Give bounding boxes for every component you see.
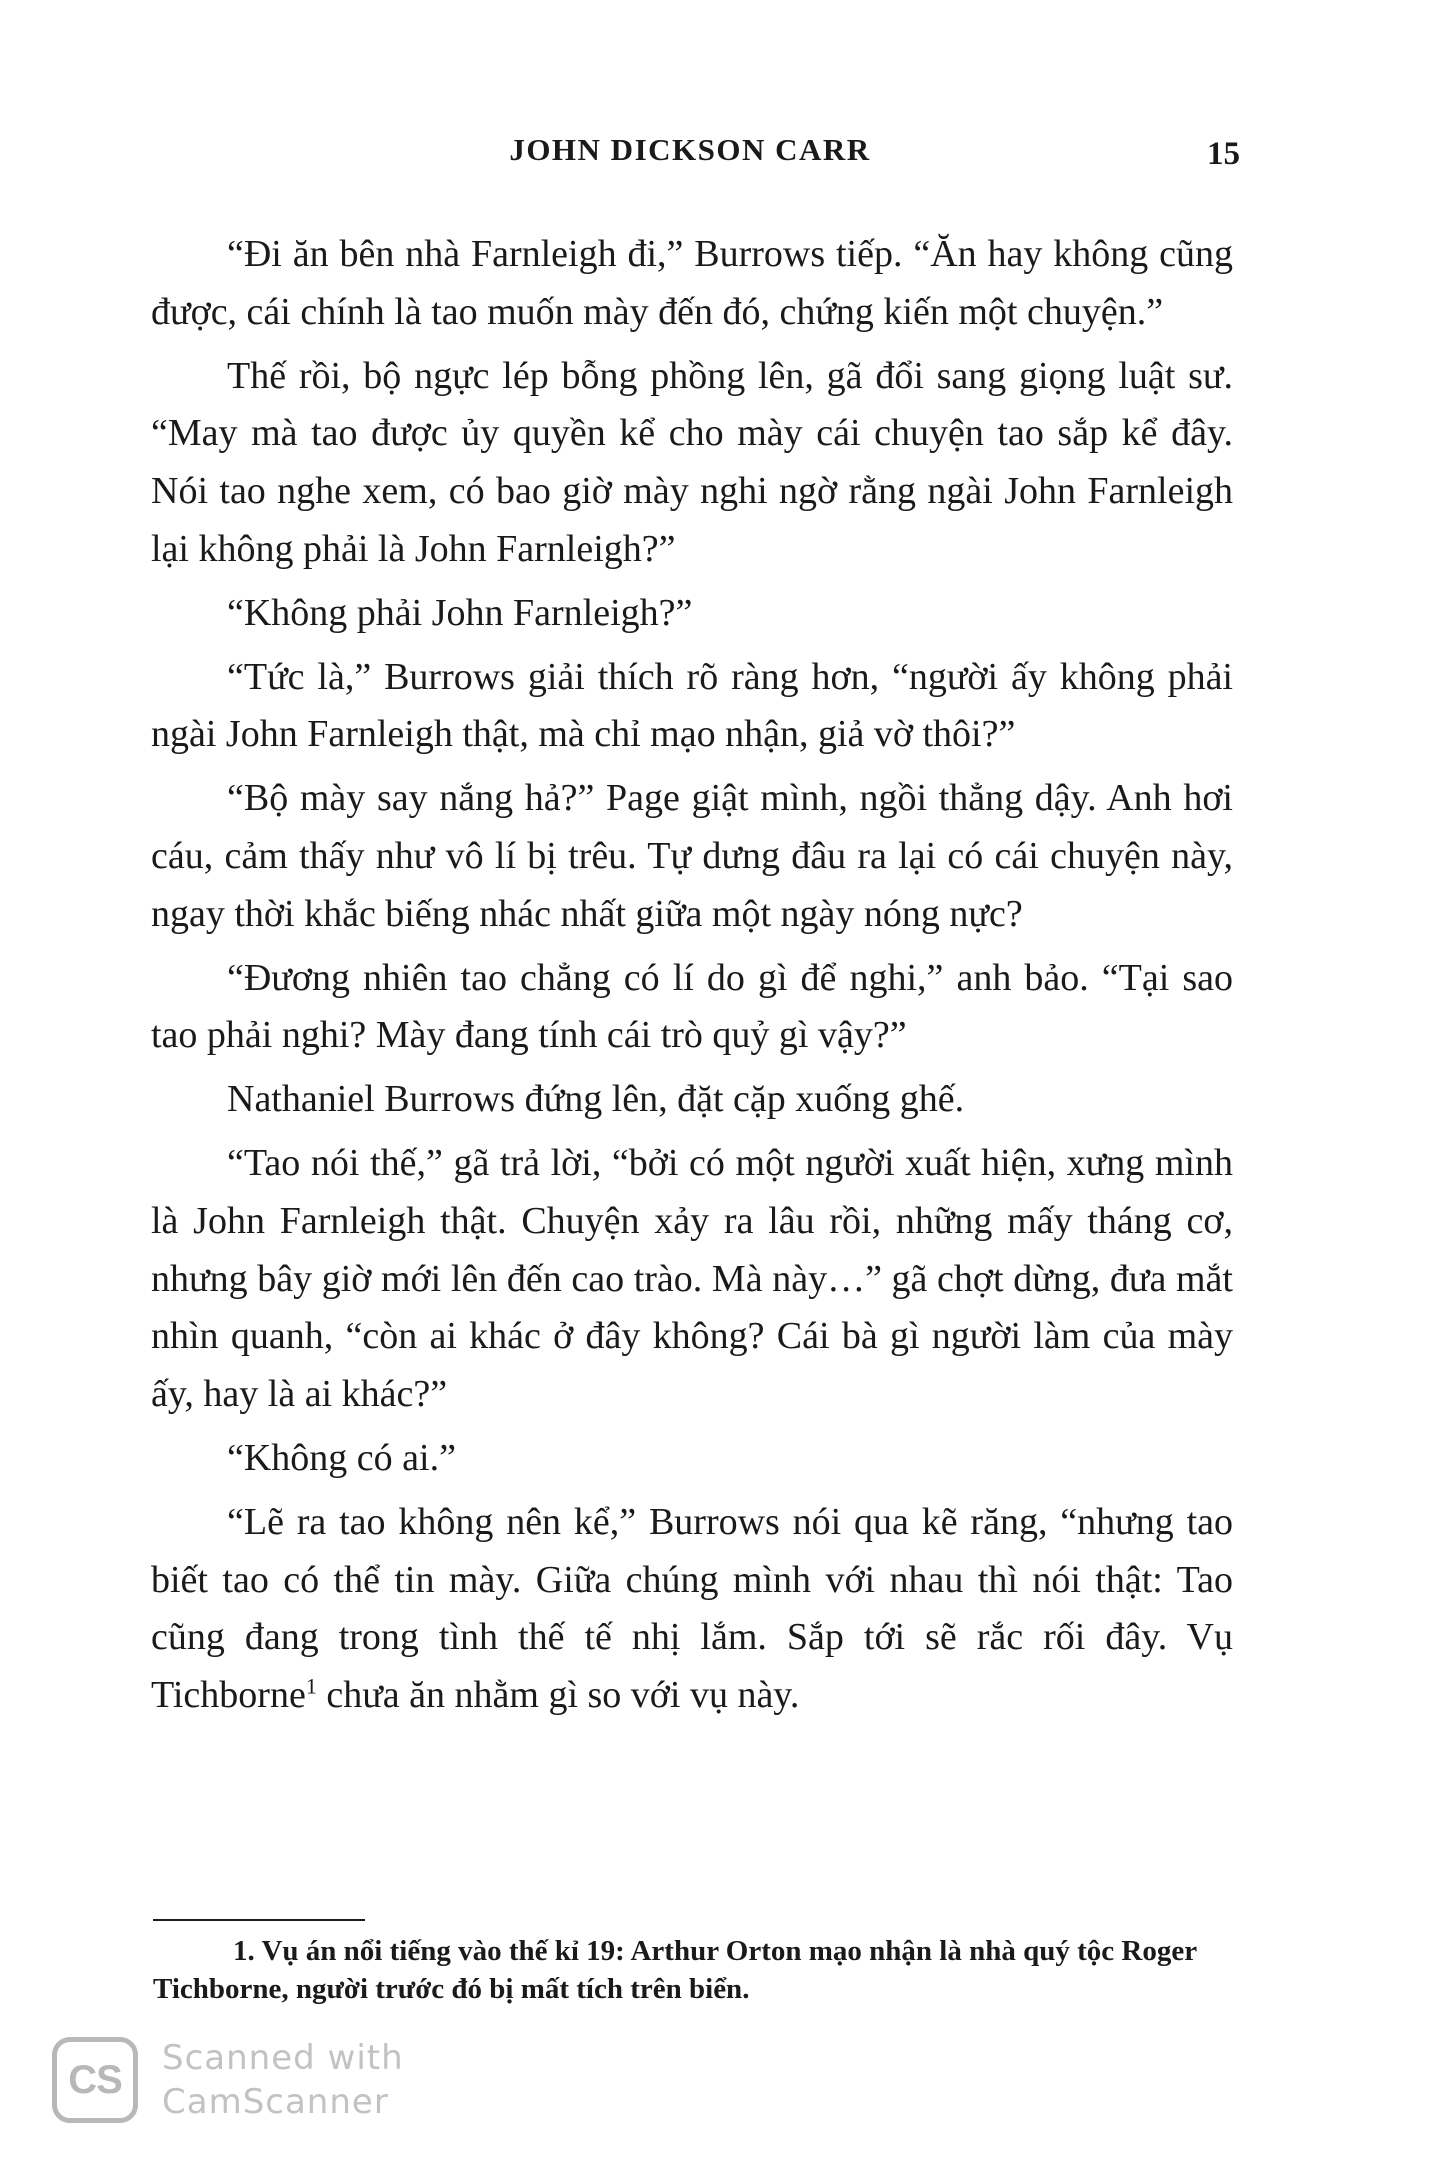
paragraph: Nathaniel Burrows đứng lên, đặt cặp xuống ghế. (227, 1078, 965, 1121)
footnote-divider (153, 1919, 365, 1921)
watermark-line: CamScanner (162, 2082, 389, 2122)
header-author: JOHN DICKSON CARR (509, 132, 871, 167)
camscanner-watermark (52, 2034, 404, 2126)
paragraph: Thế rồi, bộ ngực lép bỗng phồng lên, gã đổi sang giọng luật sư. “May mà tao được ủy quyền kể cho mày cái chuyện tao sắp kể đây. Nói tao nghe xem, có bao giờ mày nghi ngờ rằng ngài John Farnleigh lại không phải là John Farnleigh?” (151, 354, 1233, 570)
paragraph-text: “Lẽ ra tao không nên kể,” Burrows nói qua kẽ răng, “nhưng tao biết tao có thể tin mày. Giữa chúng mình với nhau thì nói thật: Tao cũng đang trong tình thế tế nhị lắm. Sắp tới sẽ rắc rối đây. Vụ Tichborne (151, 1500, 1233, 1717)
footnote: 1. Vụ án nổi tiếng vào thế kỉ 19: Arthur Orton mạo nhận là nhà quý tộc Roger Tichborne, người trước đó bị mất tích trên biển. (153, 1935, 1197, 2005)
paragraph: “Đi ăn bên nhà Farnleigh đi,” Burrows tiếp. “Ăn hay không cũng được, cái chính là tao muốn mày đến đó, chứng kiến một chuyện.” (151, 233, 1233, 333)
watermark-line: Scanned with (162, 2038, 404, 2078)
paragraph: “Tức là,” Burrows giải thích rõ ràng hơn, “người ấy không phải ngài John Farnleigh thật, mà chỉ mạo nhận, giả vờ thôi?” (151, 655, 1233, 756)
running-header (150, 128, 1240, 178)
paragraph: “Không phải John Farnleigh?” (227, 591, 693, 634)
paragraph: “Đương nhiên tao chẳng có lí do gì để nghi,” anh bảo. “Tại sao tao phải nghi? Mày đang tính cái trò quỷ gì vậy?” (151, 956, 1233, 1057)
page-number: 15 (1207, 136, 1240, 172)
paragraph: “Không có ai.” (227, 1436, 456, 1479)
watermark-text (162, 2036, 404, 2124)
footnote-marker: 1 (305, 1673, 317, 1699)
paragraph-text: chưa ăn nhằm gì so với vụ này. (316, 1674, 800, 1717)
camscanner-logo-icon: CS (52, 2037, 138, 2123)
paragraph: “Bộ mày say nắng hả?” Page giật mình, ngồi thẳng dậy. Anh hơi cáu, cảm thấy như vô lí bị trêu. Tự dưng đâu ra lại có cái chuyện này, ngay thời khắc biếng nhác nhất giữa một ngày nóng nực? (151, 777, 1233, 935)
body-text (151, 226, 1233, 1731)
paragraph: “Tao nói thế,” gã trả lời, “bởi có một người xuất hiện, xưng mình là John Farnleigh thật. Chuyện xảy ra lâu rồi, những mấy tháng cơ, nhưng bây giờ mới lên đến cao trào. Mà này…” gã chợt dừng, đưa mắt nhìn quanh, “còn ai khác ở đây không? Cái bà gì người làm của mày ấy, hay là ai khác?” (151, 1141, 1233, 1416)
paragraph-last (151, 1494, 1233, 1725)
